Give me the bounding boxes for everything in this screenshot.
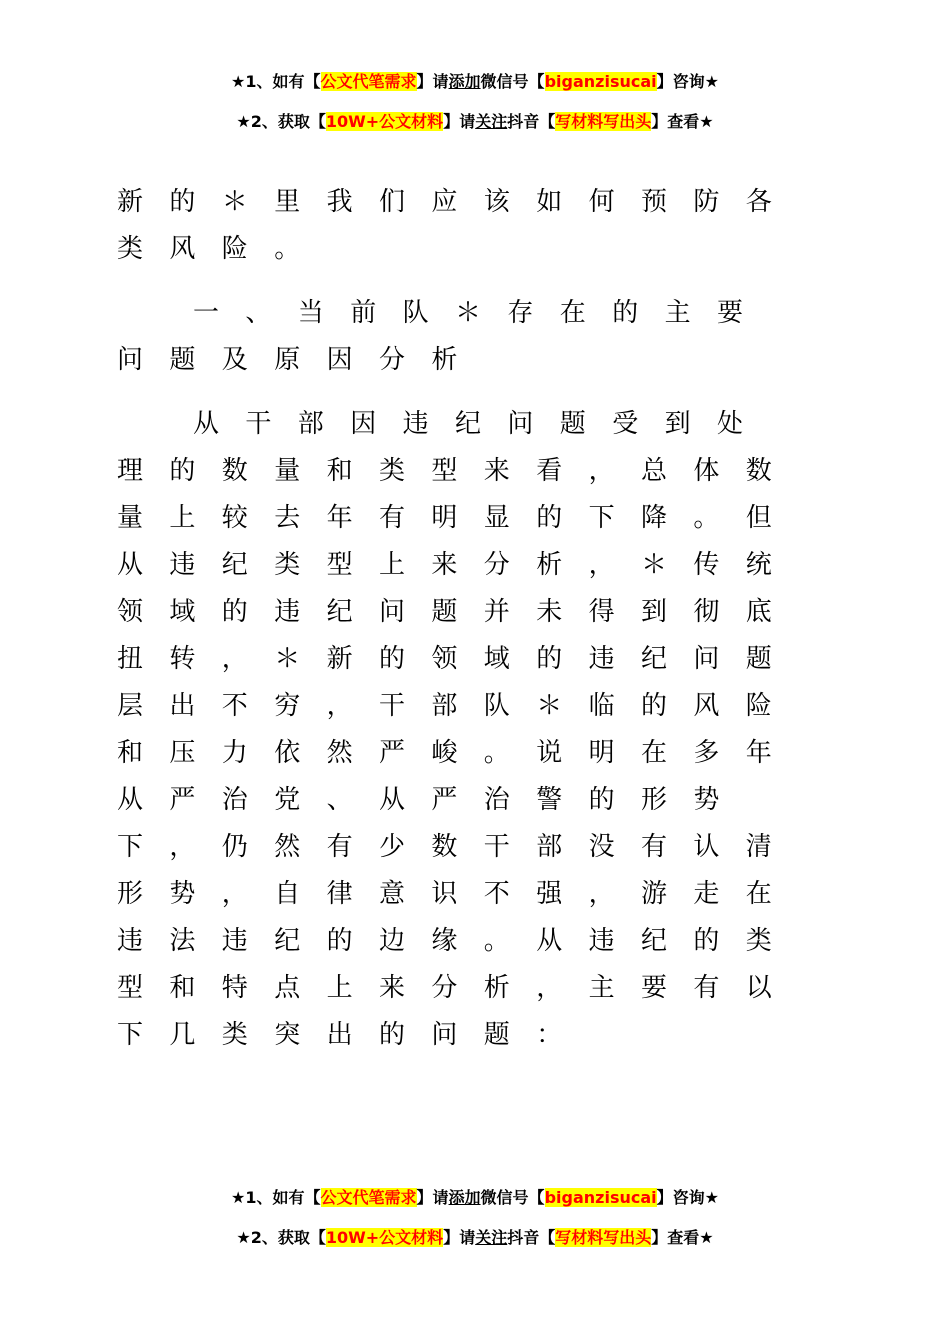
header-highlight-douyin-account: 写材料写出头 <box>555 112 652 131</box>
section-heading: 一、当前队＊存在的主要问题及原因分析 <box>117 298 770 375</box>
document-body <box>117 179 807 1076</box>
header-highlight-wechat-id: biganzisucai <box>544 72 657 91</box>
footer-highlight-materials: 10W+公文材料 <box>325 1228 444 1247</box>
header-highlight-materials: 10W+公文材料 <box>325 112 444 131</box>
footer-banner-line-1: ★1、如有【公文代笔需求】请添加微信号【biganzisucai】咨询★ <box>231 1188 719 1207</box>
footer-highlight-douyin-account: 写材料写出头 <box>555 1228 652 1247</box>
header-banner-line-1: ★1、如有【公文代笔需求】请添加微信号【biganzisucai】咨询★ <box>231 72 719 91</box>
header-banner-line-2: ★2、获取【10W+公文材料】请关注抖音【写材料写出头】查看★ <box>236 112 714 131</box>
header-highlight-writing-service: 公文代笔需求 <box>320 72 417 91</box>
paragraph-main: 从干部因违纪问题受到处理的数量和类型来看，总体数量上较去年有明显的下降。但从违纪类型上来分析，＊传统领域的违纪问题并未得到彻底扭转，＊新的领域的违纪问题层出不穷，干部队＊临的风险和压力依然严峻。说明在多年从严治党、从严治警的形势下，仍然有少数干部没有认清形势，自律意识不强，游走在违法违纪的边缘。从违纪的类型和特点上来分析，主要有以下几类突出的问题： <box>117 409 799 1050</box>
paragraph-intro: 新的＊里我们应该如何预防各类风险。 <box>117 187 799 264</box>
footer-highlight-wechat-id: biganzisucai <box>544 1188 657 1207</box>
footer-highlight-writing-service: 公文代笔需求 <box>320 1188 417 1207</box>
footer-banner-line-2: ★2、获取【10W+公文材料】请关注抖音【写材料写出头】查看★ <box>236 1228 714 1247</box>
